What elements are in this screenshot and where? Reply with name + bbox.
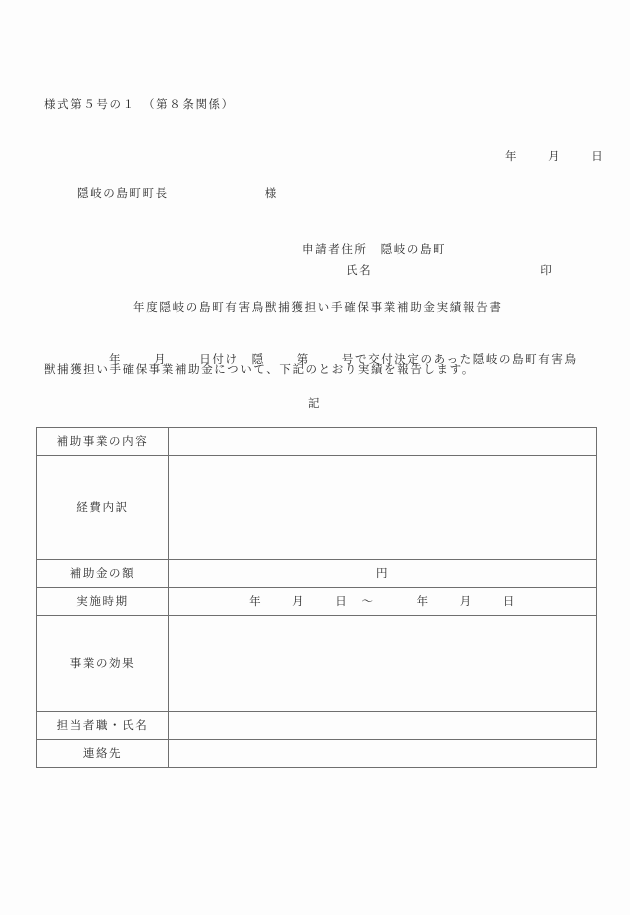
seal-mark: 印 <box>540 262 554 277</box>
body-line-1-tail: 号で交付決定のあった隠岐の島町有害鳥 <box>341 351 578 366</box>
period-start-month: 月 <box>292 593 306 608</box>
date-line <box>484 139 604 174</box>
body-year-label: 年 <box>109 351 123 366</box>
applicant-name-row <box>325 253 553 288</box>
table-row <box>37 456 597 560</box>
document-title: 年度隠岐の島町有害鳥獣捕獲担い手確保事業補助金実績報告書 <box>133 300 503 314</box>
row-value-project-content[interactable] <box>169 428 597 456</box>
table-row <box>37 588 597 616</box>
row-label-project-effect: 事業の効果 <box>37 616 169 712</box>
date-month-label: 月 <box>548 148 562 163</box>
body-month-label: 月 <box>154 351 168 366</box>
row-value-implementation-period[interactable] <box>169 588 597 616</box>
body-paragraph-line-2: 獣捕獲担い手確保事業補助金について、下記のとおり実績を報告します。 <box>44 362 475 376</box>
row-label-contact-info: 連絡先 <box>37 740 169 768</box>
addressee-honorific: 様 <box>264 185 278 200</box>
table-row <box>37 428 597 456</box>
date-day-label: 日 <box>591 148 605 163</box>
row-value-subsidy-amount[interactable]: 円 <box>169 560 597 588</box>
body-doc-prefix: 隠 <box>251 351 265 366</box>
row-label-project-content: 補助事業の内容 <box>37 428 169 456</box>
row-value-contact-info[interactable] <box>169 740 597 768</box>
row-value-project-effect[interactable] <box>169 616 597 712</box>
form-number-label: 様式第５号の１ （第８条関係） <box>44 97 235 111</box>
period-end-year: 年 <box>416 593 430 608</box>
row-label-contact-person: 担当者職・氏名 <box>37 712 169 740</box>
period-start-year: 年 <box>249 593 263 608</box>
table-row <box>37 560 597 588</box>
period-range-mark: ～ <box>361 593 375 608</box>
period-end-month: 月 <box>459 593 473 608</box>
body-doc-number-label: 第 <box>296 351 310 366</box>
row-value-expense-breakdown[interactable] <box>169 456 597 560</box>
period-end-day: 日 <box>502 593 516 608</box>
row-label-expense-breakdown: 経費内訳 <box>37 456 169 560</box>
applicant-name-label: 氏名 <box>346 262 373 277</box>
table-row <box>37 616 597 712</box>
addressee-row <box>56 176 278 211</box>
applicant-address-label: 申請者住所 <box>302 241 368 256</box>
date-year-label: 年 <box>505 148 519 163</box>
report-form-table <box>36 427 597 768</box>
table-row <box>37 740 597 768</box>
addressee-name: 隠岐の島町町長 <box>77 185 169 200</box>
applicant-address-value: 隠岐の島町 <box>380 241 447 256</box>
table-row <box>37 712 597 740</box>
period-start-day: 日 <box>335 593 349 608</box>
row-label-subsidy-amount: 補助金の額 <box>37 560 169 588</box>
row-value-contact-person[interactable] <box>169 712 597 740</box>
ki-marker: 記 <box>308 396 322 410</box>
row-label-implementation-period: 実施時期 <box>37 588 169 616</box>
body-day-label: 日付け <box>199 351 239 366</box>
